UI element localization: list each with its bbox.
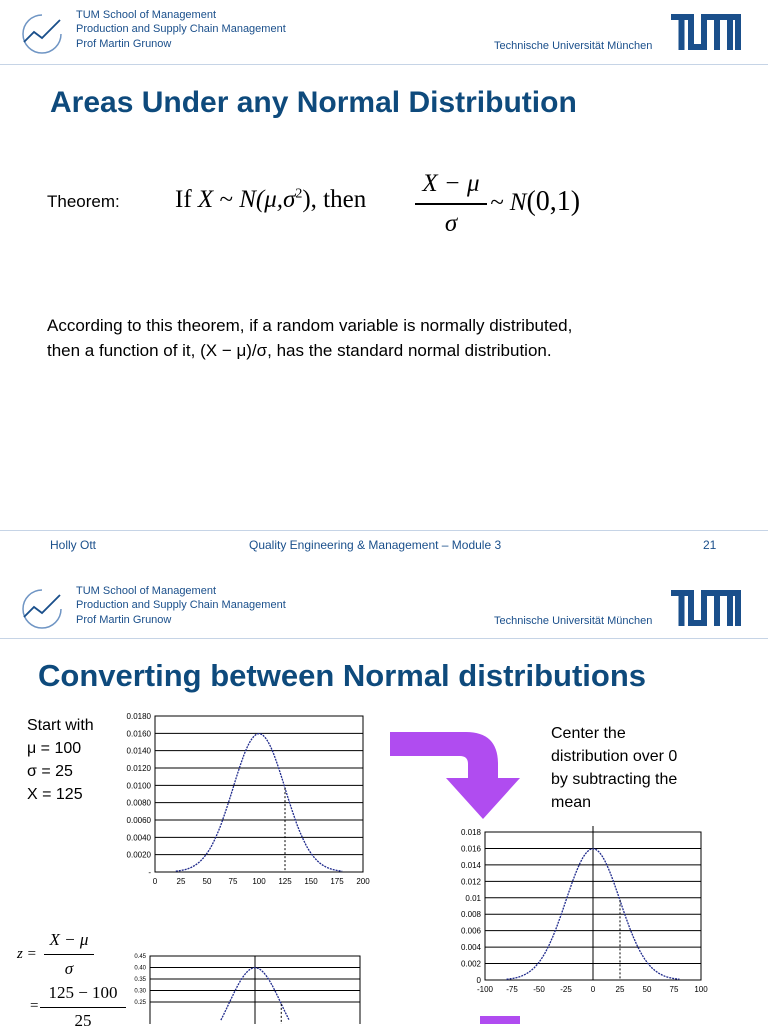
header-divider	[0, 64, 768, 65]
y-tick-label: 0	[476, 976, 481, 985]
formula-then: ), then	[302, 186, 367, 213]
chart-standard-distribution	[110, 950, 380, 1024]
header-divider	[0, 638, 768, 639]
z-label: z =	[17, 946, 37, 962]
x-tick-label: 50	[202, 877, 212, 886]
purple-arrow-stub	[480, 1016, 520, 1024]
footer-course: Quality Engineering & Management – Module 3	[249, 538, 502, 552]
params-x: X = 125	[27, 786, 83, 803]
x-tick-label: 200	[356, 877, 370, 886]
tum-logo-icon	[671, 590, 741, 626]
plot-area	[155, 716, 363, 872]
x-tick-label: 100	[252, 877, 266, 886]
z-fraction-bar	[44, 954, 94, 955]
z-equals: =	[30, 998, 39, 1014]
formula-numerator: X − μ	[422, 170, 480, 197]
header-department: Production and Supply Chain Management	[76, 599, 286, 611]
x-tick-label: 50	[642, 985, 652, 994]
y-tick-label: 0.0060	[126, 816, 151, 825]
footer-divider	[0, 530, 768, 531]
formula-n: N	[239, 186, 256, 213]
formula-tilde: ~	[219, 186, 233, 213]
y-tick-label: 0.018	[460, 828, 481, 837]
y-tick-label: 0.002	[460, 959, 481, 969]
y-tick-label: 0.0020	[126, 850, 151, 860]
slide-title: Converting between Normal distributions	[38, 658, 646, 693]
x-tick-label: 150	[304, 877, 318, 886]
header-department: Production and Supply Chain Management	[76, 23, 286, 35]
header-professor: Prof Martin Grunow	[76, 614, 172, 626]
center-text-line-1: Center the	[551, 725, 626, 742]
theorem-formula	[175, 186, 366, 214]
y-tick-label: 0.004	[460, 943, 481, 953]
formula-result-tilde: ~ N	[490, 189, 527, 216]
z-numerator-values: 125 − 100	[48, 983, 118, 1002]
curved-arrow-icon	[388, 728, 523, 820]
y-tick-label: 0.014	[460, 860, 481, 870]
formula-params: (μ,σ	[255, 186, 296, 213]
header-school: TUM School of Management	[76, 585, 217, 597]
y-tick-label: 0.45	[134, 954, 146, 960]
z-denominator-values: 25	[74, 1011, 92, 1030]
params-sigma: σ = 25	[27, 763, 73, 780]
y-tick-label: 0.012	[460, 877, 481, 887]
y-tick-label: 0.40	[134, 965, 146, 972]
center-text-line-4: mean	[551, 794, 592, 811]
x-tick-label: -100	[476, 985, 494, 994]
formula-fraction-bar	[415, 203, 487, 205]
center-text-line-3: by subtracting the	[551, 771, 678, 788]
paragraph-line-1: According to this theorem, if a random variable is normally distributed,	[47, 316, 573, 335]
y-tick-label: 0.0160	[126, 729, 151, 739]
y-tick-label: 0.0080	[126, 798, 151, 808]
params-start: Start with	[27, 717, 94, 734]
chart-centered-distribution	[440, 825, 720, 1005]
center-text-line-2: distribution over 0	[551, 748, 678, 765]
theorem-label: Theorem:	[47, 192, 120, 211]
school-logo-icon	[18, 587, 66, 629]
formula-if: If	[175, 186, 192, 213]
x-tick-label: -25	[560, 985, 572, 994]
y-tick-label: 0.006	[460, 926, 481, 936]
z-numerator: X − μ	[49, 930, 89, 949]
y-tick-label: -	[148, 868, 151, 877]
slide-2	[0, 575, 768, 1030]
y-tick-label: 0.25	[134, 1000, 146, 1006]
header-university: Technische Universität München	[494, 615, 653, 627]
y-tick-label: 0.0040	[126, 833, 151, 843]
chart-original-distribution	[110, 710, 380, 895]
y-tick-label: 0.35	[134, 977, 146, 983]
paragraph-line-2: then a function of it, (X − μ)/σ, has the standard normal distribution.	[47, 341, 552, 360]
x-tick-label: 0	[152, 877, 158, 886]
x-tick-label: 75	[228, 877, 238, 886]
x-tick-label: 175	[330, 877, 344, 886]
y-tick-label: 0.008	[460, 910, 481, 920]
x-tick-label: 25	[615, 985, 625, 994]
header-professor: Prof Martin Grunow	[76, 38, 172, 50]
x-tick-label: 100	[694, 985, 708, 994]
y-tick-label: 0.30	[134, 988, 146, 995]
tum-logo-icon	[671, 14, 741, 50]
formula-result-args: (0,1)	[526, 186, 581, 217]
x-tick-label: 75	[669, 985, 679, 994]
formula-denominator: σ	[444, 210, 458, 237]
slide-title: Areas Under any Normal Distribution	[50, 86, 577, 119]
footer-page-number: 21	[703, 538, 717, 552]
formula-result	[490, 186, 580, 218]
formula-x: X	[197, 186, 214, 213]
x-tick-label: -50	[533, 985, 545, 994]
school-logo-icon	[18, 12, 66, 54]
header-university: Technische Universität München	[494, 40, 653, 52]
z-denominator: σ	[64, 959, 74, 978]
x-tick-label: 0	[590, 985, 596, 994]
y-tick-label: 0.0180	[126, 712, 151, 721]
y-tick-label: 0.0140	[126, 746, 151, 756]
params-mu: μ = 100	[27, 740, 82, 757]
x-tick-label: 125	[278, 877, 292, 886]
footer-author: Holly Ott	[50, 538, 97, 552]
y-tick-label: 0.0120	[126, 764, 151, 773]
x-tick-label: 25	[176, 877, 186, 886]
formula-square: 2	[295, 186, 303, 202]
y-tick-label: 0.016	[460, 844, 481, 854]
x-tick-label: -75	[506, 985, 518, 994]
header-school: TUM School of Management	[76, 9, 217, 21]
y-tick-label: 0.0100	[126, 781, 151, 791]
y-tick-label: 0.01	[465, 893, 481, 903]
